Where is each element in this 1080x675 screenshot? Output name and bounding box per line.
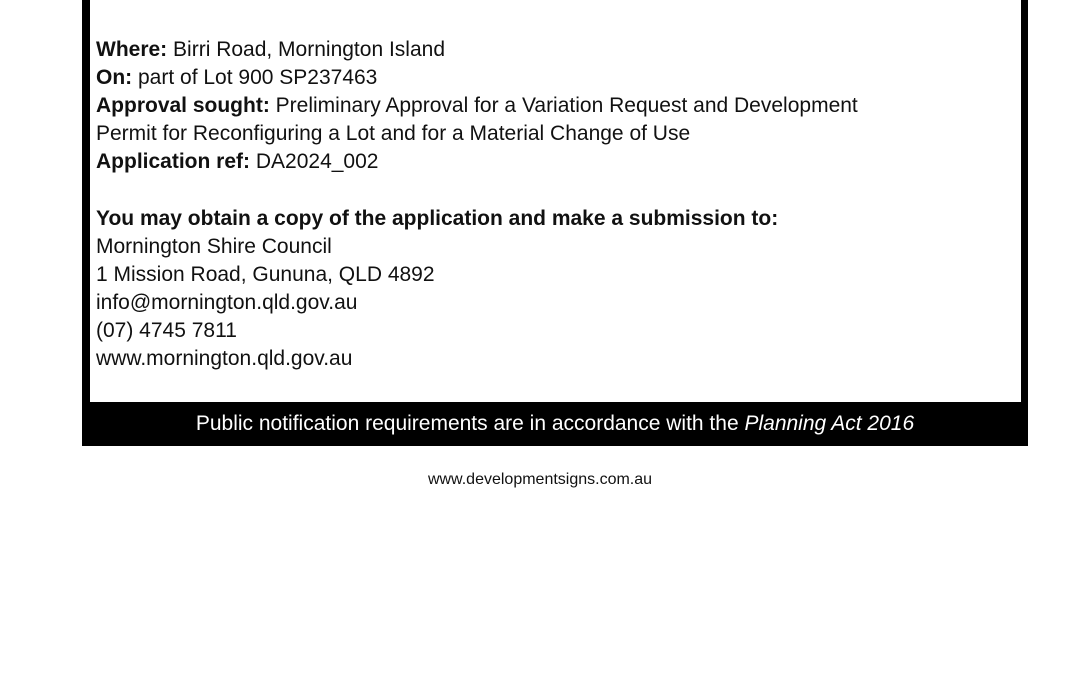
contact-heading: You may obtain a copy of the application and make a submission to: bbox=[96, 207, 779, 230]
on-label: On: bbox=[96, 66, 133, 89]
contact-email[interactable]: info@mornington.qld.gov.au bbox=[96, 291, 358, 314]
contact-address: 1 Mission Road, Gununa, QLD 4892 bbox=[96, 263, 435, 286]
where-value: Birri Road, Mornington Island bbox=[173, 38, 445, 61]
contact-website[interactable]: www.mornington.qld.gov.au bbox=[96, 347, 353, 370]
approval-value-line1: Preliminary Approval for a Variation Request and Development bbox=[275, 94, 858, 117]
source-url[interactable]: www.developmentsigns.com.au bbox=[427, 471, 653, 488]
footer-act-name: Planning Act 2016 bbox=[744, 412, 915, 435]
application-ref-value: DA2024_002 bbox=[255, 150, 379, 173]
approval-row-continued bbox=[96, 120, 1016, 148]
where-label: Where: bbox=[96, 38, 168, 61]
application-ref-row bbox=[96, 148, 1016, 176]
contact-organisation: Mornington Shire Council bbox=[96, 235, 332, 258]
where-row bbox=[96, 36, 1016, 64]
approval-row bbox=[96, 92, 1016, 120]
application-ref-label: Application ref: bbox=[96, 150, 251, 173]
approval-label: Approval sought: bbox=[96, 94, 270, 117]
contact-section bbox=[96, 205, 1016, 373]
contact-phone[interactable]: (07) 4745 7811 bbox=[96, 319, 237, 342]
on-value: part of Lot 900 SP237463 bbox=[138, 66, 378, 89]
footer-notice-bar bbox=[82, 402, 1028, 446]
footer-text: Public notification requirements are in accordance with the bbox=[195, 412, 739, 435]
application-details bbox=[96, 36, 1016, 176]
on-row bbox=[96, 64, 1016, 92]
approval-value-line2: Permit for Reconfiguring a Lot and for a Material Change of Use bbox=[96, 122, 691, 145]
